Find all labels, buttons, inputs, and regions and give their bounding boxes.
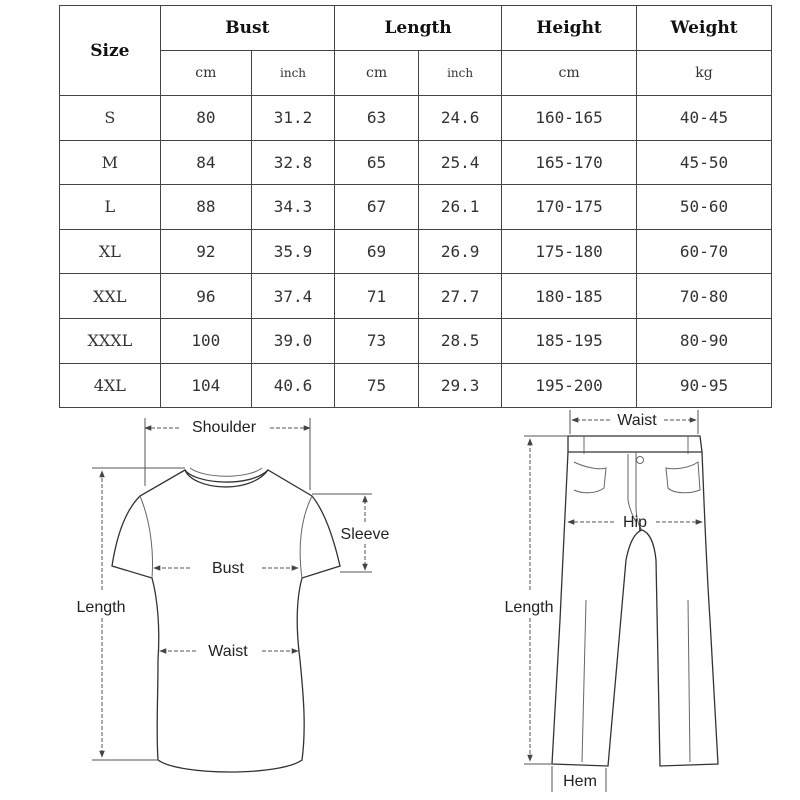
pants-waistband	[568, 436, 702, 452]
table-cell: 32.8	[252, 140, 335, 185]
table-cell: 39.0	[252, 318, 335, 363]
table-cell: 195-200	[502, 363, 637, 408]
table-cell: 63	[335, 96, 419, 141]
table-cell: 75	[335, 363, 419, 408]
bust-column-header: Bust	[160, 6, 334, 51]
right-sleeve-seam	[300, 496, 312, 578]
length-inch-unit: inch	[419, 51, 502, 96]
bust-cm-unit: cm	[160, 51, 251, 96]
hip-label: Hip	[622, 514, 648, 531]
left-leg-seam	[582, 600, 586, 762]
size-cell: XXXL	[60, 318, 161, 363]
pants-outline	[552, 452, 718, 766]
table-cell: 73	[335, 318, 419, 363]
table-cell: 67	[335, 185, 419, 230]
table-cell: 34.3	[252, 185, 335, 230]
height-column-header: Height	[502, 6, 637, 51]
bust-label: Bust	[211, 560, 245, 577]
pants-diagram	[505, 410, 718, 792]
table-cell: 40-45	[637, 96, 772, 141]
height-cm-unit: cm	[502, 51, 637, 96]
t-shirt-collar-inner	[190, 468, 262, 476]
bust-inch-unit: inch	[252, 51, 335, 96]
table-cell: 24.6	[419, 96, 502, 141]
table-cell: 104	[160, 363, 251, 408]
hem-label: Hem	[563, 773, 597, 790]
table-cell: 180-185	[502, 274, 637, 319]
length-column-header: Length	[335, 6, 502, 51]
shoulder-label: Shoulder	[191, 419, 257, 436]
table-cell: 27.7	[419, 274, 502, 319]
table-cell: 90-95	[637, 363, 772, 408]
table-cell: 175-180	[502, 229, 637, 274]
size-cell: XL	[60, 229, 161, 274]
table-cell: 96	[160, 274, 251, 319]
table-cell: 37.4	[252, 274, 335, 319]
table-cell: 88	[160, 185, 251, 230]
length-cm-unit: cm	[335, 51, 419, 96]
weight-kg-unit: kg	[637, 51, 772, 96]
table-cell: 45-50	[637, 140, 772, 185]
pants-waist-label: Waist	[617, 412, 657, 429]
right-pocket	[666, 462, 700, 493]
table-cell: 100	[160, 318, 251, 363]
table-cell: 170-175	[502, 185, 637, 230]
weight-column-header: Weight	[637, 6, 772, 51]
left-sleeve-seam	[140, 496, 153, 578]
table-cell: 28.5	[419, 318, 502, 363]
table-cell: 31.2	[252, 96, 335, 141]
table-cell: 185-195	[502, 318, 637, 363]
size-cell: XXL	[60, 274, 161, 319]
table-cell: 80-90	[637, 318, 772, 363]
table-cell: 84	[160, 140, 251, 185]
table-cell: 70-80	[637, 274, 772, 319]
size-column-header: Size	[60, 6, 161, 96]
table-cell: 69	[335, 229, 419, 274]
table-cell: 92	[160, 229, 251, 274]
table-cell: 50-60	[637, 185, 772, 230]
table-cell: 29.3	[419, 363, 502, 408]
table-cell: 65	[335, 140, 419, 185]
t-shirt-diagram	[77, 418, 390, 772]
pants-length-label: Length	[504, 599, 554, 616]
table-cell: 25.4	[419, 140, 502, 185]
table-cell: 40.6	[252, 363, 335, 408]
size-cell: 4XL	[60, 363, 161, 408]
shirt-length-label: Length	[76, 599, 126, 616]
size-cell: M	[60, 140, 161, 185]
right-leg-seam	[688, 600, 690, 762]
size-cell: L	[60, 185, 161, 230]
table-cell: 26.1	[419, 185, 502, 230]
table-cell: 80	[160, 96, 251, 141]
size-cell: S	[60, 96, 161, 141]
table-cell: 26.9	[419, 229, 502, 274]
pants-button	[637, 457, 644, 464]
table-cell: 71	[335, 274, 419, 319]
table-cell: 60-70	[637, 229, 772, 274]
table-cell: 160-165	[502, 96, 637, 141]
shirt-waist-label: Waist	[208, 643, 248, 660]
sleeve-label: Sleeve	[340, 526, 390, 543]
table-cell: 165-170	[502, 140, 637, 185]
left-pocket	[574, 462, 606, 493]
pants-fly-stitch	[628, 454, 636, 522]
table-cell: 35.9	[252, 229, 335, 274]
